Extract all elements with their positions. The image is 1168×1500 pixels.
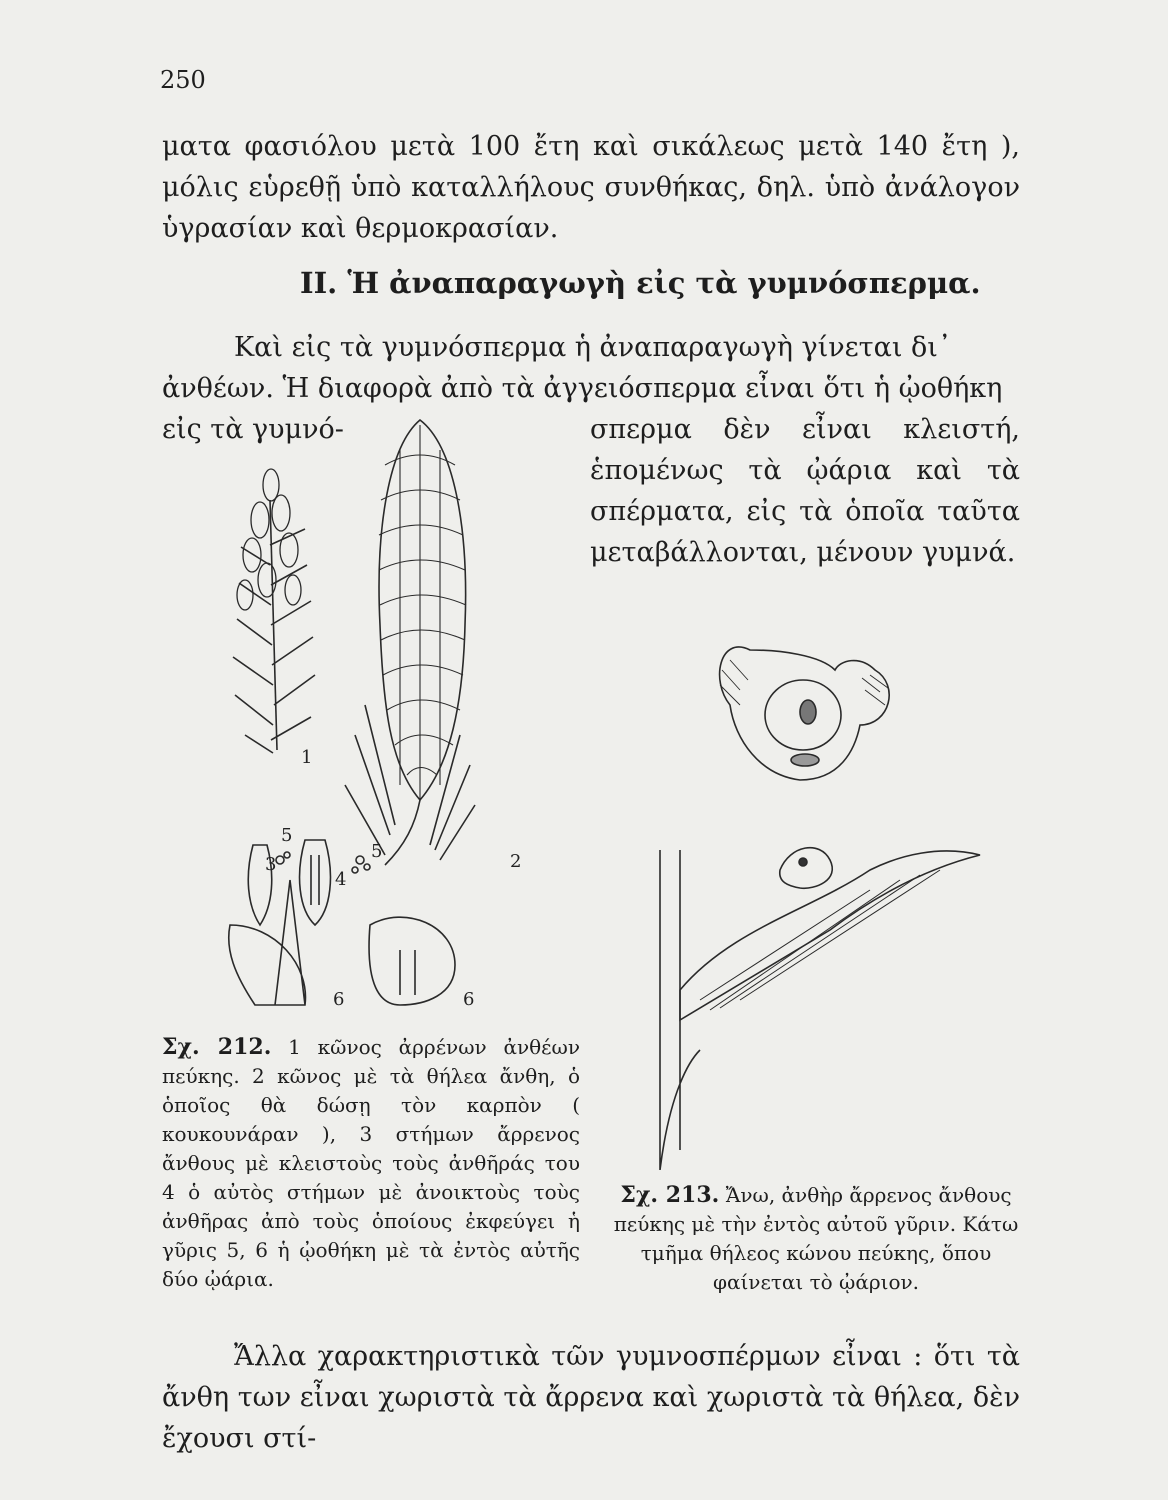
fig212-label-6b: 6 <box>463 989 475 1010</box>
ovule <box>780 848 833 889</box>
paragraph-right-column: σπερμα δὲν εἶναι κλειστή, ἑπομένως τὰ ᾠάρια καὶ τὰ σπέρματα, εἰς τὰ ὁποῖα ταῦτα μεταβάλλονται, μένουν γυμνά. <box>590 414 1020 568</box>
fig212-label-6a: 6 <box>333 989 345 1010</box>
figure-212-caption-label: Σχ. 212. <box>162 1034 272 1060</box>
female-cone-outline <box>379 420 466 800</box>
ovuliferous-scale-right <box>369 917 455 1005</box>
female-cone-needles <box>345 705 475 860</box>
figure-212-caption <box>162 1033 580 1294</box>
paragraph-bottom <box>162 1336 1020 1459</box>
paragraph-top: ματα φασιόλου μετὰ 100 ἔτη καὶ σικάλεως μετὰ 140 ἔτη ), μόλις εὑρεθῇ ὑπὸ καταλλήλους συνθήκας, δηλ. ὑπὸ ἀνάλογον ὑγρασίαν καὶ θερμοκρασίαν. <box>162 131 1020 244</box>
paragraph-bottom-text: Ἄλλα χαρακτηριστικὰ τῶν γυμνοσπέρμων εἶναι : ὅτι τὰ ἄνθη των εἶναι χωριστὰ τὰ ἄρρενα καὶ χωριστὰ τὰ θήλεα, δὲν ἔχουσι στί- <box>162 1341 1020 1454</box>
paragraph-intro-text: Καὶ εἰς τὰ γυμνόσπερμα ἡ ἀναπαραγωγὴ γίνεται δι᾿ ἀνθέων. Ἡ διαφορὰ ἀπὸ τὰ ἀγγειόσπερμα εἶναι ὅτι ἡ ᾠοθήκη εἰς τὰ γυμνό- <box>162 332 1003 445</box>
fig212-label-4: 4 <box>335 869 347 890</box>
ovule-micropyle <box>799 858 807 866</box>
figure-213-caption <box>612 1181 1020 1297</box>
fig212-label-3: 3 <box>265 854 277 875</box>
figure-213-caption-text: Ἄνω, ἀνθὴρ ἄρρενος ἄνθους πεύκης μὲ τὴν ἐντὸς αὐτοῦ γῦριν. Κάτω τμῆμα θήλεος κώνου πεύκης, ὅπου φαίνεται τὸ ᾠάριον. <box>613 1183 1019 1294</box>
female-cone-stem <box>385 800 420 865</box>
pollen-nucleus <box>800 700 816 724</box>
scale-hatching <box>700 870 940 1010</box>
figure-212-illustration <box>215 405 545 1015</box>
stamen-open <box>300 840 331 925</box>
figure-213-caption-label: Σχ. 213. <box>620 1182 720 1208</box>
fig212-label-5a: 5 <box>281 825 293 846</box>
fig212-label-2: 2 <box>510 851 522 872</box>
fig212-label-5b: 5 <box>371 841 383 862</box>
pollen-grains <box>276 852 370 873</box>
pollen-air-sacs <box>720 660 888 705</box>
page-number: 250 <box>160 66 206 94</box>
generative-cell <box>791 754 819 766</box>
ovuliferous-scale-left <box>229 880 306 1005</box>
figure-212-caption-text: 1 κῶνος ἀρρένων ἀνθέων πεύκης. 2 κῶνος μὲ τὰ θήλεα ἄνθη, ὁ ὁποῖος θὰ δώσῃ τὸν καρπὸν ( κουκουνάραν ), 3 στήμων ἄρρενος ἄνθους μὲ κλειστοὺς τοὺς ἀνθῆράς του 4 ὁ αὐτὸς στήμων μὲ ἀνοικτοὺς τοὺς ἀνθῆρας ἀπὸ τοὺς ὁποίους ἐκφεύγει ἡ γῦρις 5, 6 ἡ ᾠοθήκη μὲ τὰ ἐντὸς αὐτῆς δύο ᾠάρια. <box>162 1035 580 1291</box>
figure-213-illustration <box>640 630 1020 1170</box>
section-heading: ΙΙ. Ἡ ἀναπαραγωγὴ εἰς τὰ γυμνόσπερμα. <box>300 266 981 300</box>
fig212-label-1: 1 <box>301 747 313 768</box>
